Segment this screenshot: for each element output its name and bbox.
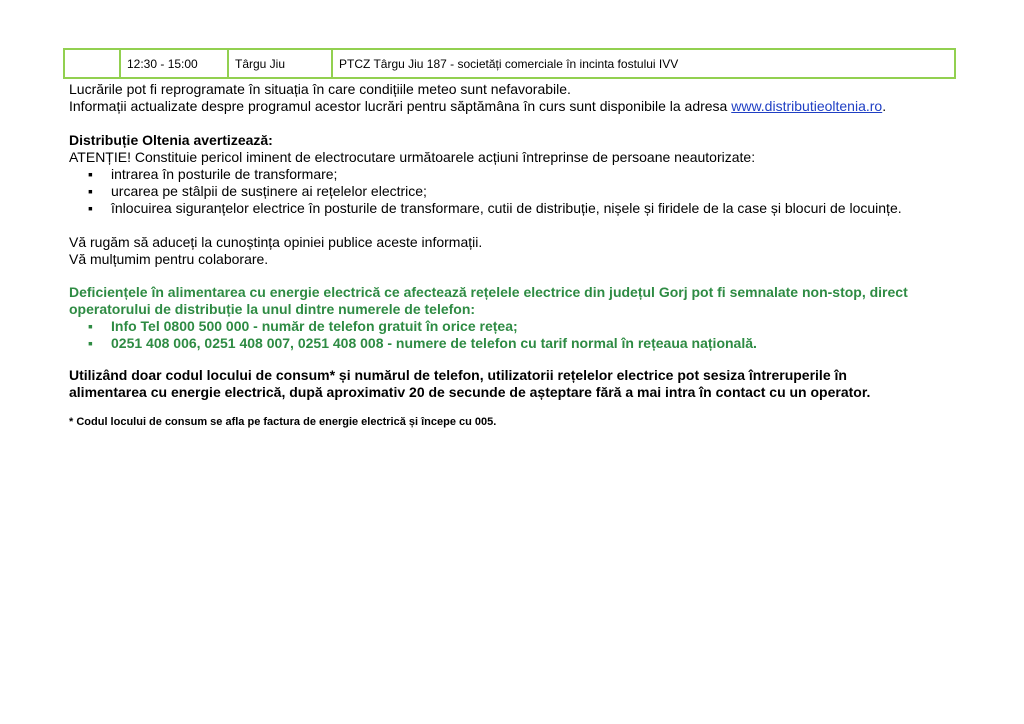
danger-list xyxy=(88,166,902,217)
warning-heading: Distribuție Oltenia avertizează: xyxy=(69,132,273,148)
info-text: Informații actualizate despre programul acestor lucrări pentru săptămâna în curs sunt disponibile la adresa xyxy=(69,98,732,114)
list-item xyxy=(88,200,902,217)
info-suffix: . xyxy=(882,98,887,114)
list-item xyxy=(88,335,757,352)
table-cell-empty xyxy=(64,49,120,78)
list-item-text: înlocuirea siguranțelor electrice în posturile de transformare, cutii de distribuție, nișele și firidele de la case și blocuri de locuințe. xyxy=(111,200,902,216)
list-item-text: intrarea în posturile de transformare; xyxy=(111,166,338,182)
bullet-icon xyxy=(88,200,93,217)
reschedule-note: Lucrările pot fi reprogramate în situația în care condițiile meteo sunt nefavorabile. xyxy=(69,81,571,97)
consumer-code-line-2: alimentarea cu energie electrică, după aproximativ 20 de secunde de așteptare fără a mai intra în contact cu un operator. xyxy=(69,384,871,400)
locality-cell: Târgu Jiu xyxy=(228,49,332,78)
list-item xyxy=(88,166,902,183)
list-item-text: urcarea pe stâlpii de susținere ai rețelelor electrice; xyxy=(111,183,427,199)
phone-normal: 0251 408 006, 0251 408 007, 0251 408 008 - numere de telefon cu tarif normal în rețeaua națională. xyxy=(111,335,757,351)
contact-line-2: operatorului de distribuție la unul dintre numerele de telefon: xyxy=(69,301,476,317)
phone-free: Info Tel 0800 500 000 - număr de telefon gratuit în orice rețea; xyxy=(111,318,518,334)
closing-request: Vă rugăm să aduceți la cunoștința opiniei publice aceste informații. xyxy=(69,234,483,250)
bullet-icon xyxy=(88,318,93,335)
time-cell: 12:30 - 15:00 xyxy=(120,49,228,78)
list-item xyxy=(88,318,757,335)
bullet-icon xyxy=(88,183,93,200)
schedule-table xyxy=(63,48,956,79)
info-line xyxy=(69,98,886,115)
footnote: * Codul locului de consum se afla pe factura de energie electrică și începe cu 005. xyxy=(69,416,497,428)
contact-line-1: Deficiențele în alimentarea cu energie electrică ce afectează rețelele electrice din județul Gorj pot fi semnalate non-stop, direct xyxy=(69,284,908,300)
closing-thanks: Vă mulțumim pentru colaborare. xyxy=(69,251,269,267)
website-link[interactable]: www.distributieoltenia.ro xyxy=(731,98,883,114)
consumer-code-line-1: Utilizând doar codul locului de consum* și numărul de telefon, utilizatorii rețelelor electrice pot sesiza întreruperile în xyxy=(69,367,847,383)
bullet-icon xyxy=(88,166,93,183)
list-item xyxy=(88,183,902,200)
phone-list xyxy=(88,318,757,352)
warning-intro: ATENȚIE! Constituie pericol iminent de electrocutare următoarele acțiuni întreprinse de persoane neautorizate: xyxy=(69,149,756,165)
location-cell: PTCZ Târgu Jiu 187 - societăți comerciale în incinta fostului IVV xyxy=(332,49,955,78)
table-row xyxy=(64,49,955,78)
bullet-icon xyxy=(88,335,93,352)
